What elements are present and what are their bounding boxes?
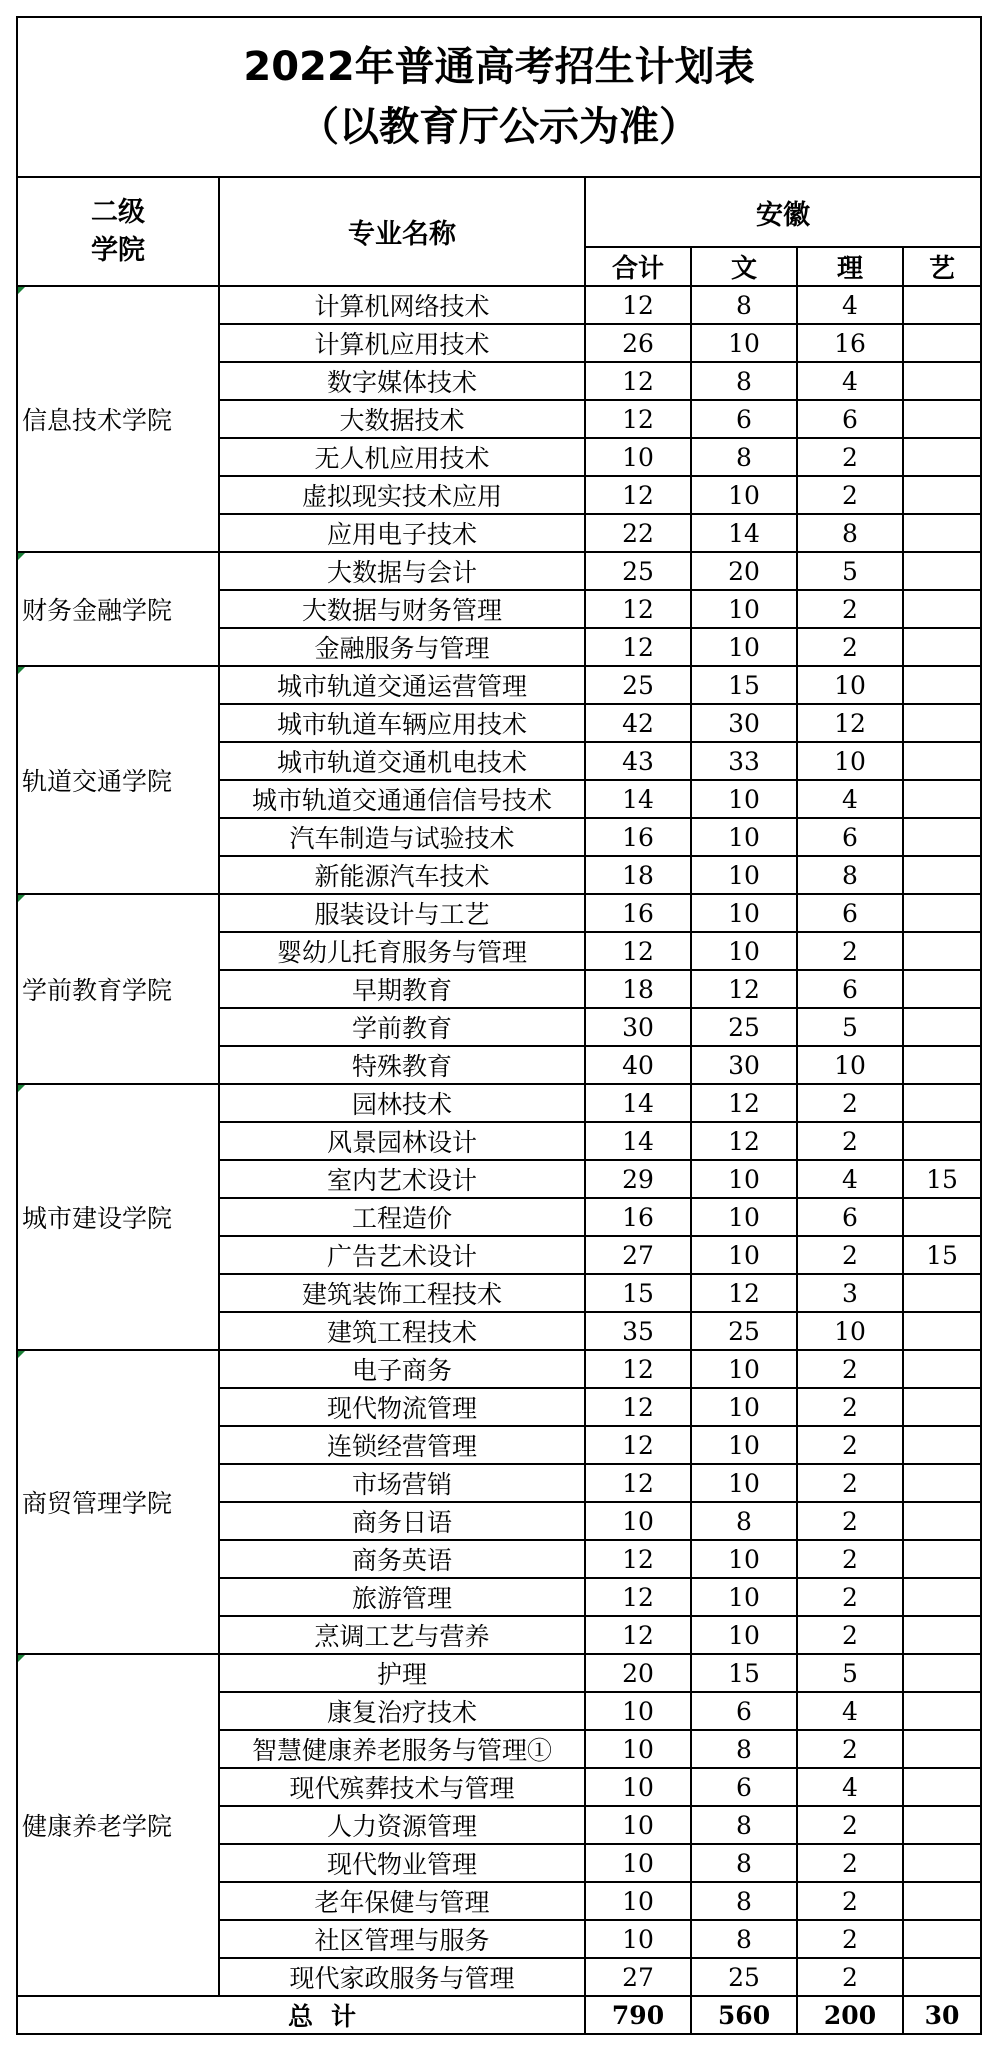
count-wen: 8 bbox=[691, 1730, 797, 1768]
count-wen: 30 bbox=[691, 1046, 797, 1084]
count-wen: 10 bbox=[691, 324, 797, 362]
header-major: 专业名称 bbox=[219, 177, 585, 286]
total-yi: 30 bbox=[903, 1996, 981, 2034]
major-name: 大数据与财务管理 bbox=[219, 590, 585, 628]
count-wen: 8 bbox=[691, 438, 797, 476]
count-li: 3 bbox=[797, 1274, 903, 1312]
count-total: 16 bbox=[585, 818, 691, 856]
table-body bbox=[17, 286, 981, 1996]
count-total: 25 bbox=[585, 552, 691, 590]
count-total: 12 bbox=[585, 1388, 691, 1426]
count-li: 2 bbox=[797, 1844, 903, 1882]
count-wen: 10 bbox=[691, 1426, 797, 1464]
major-name: 学前教育 bbox=[219, 1008, 585, 1046]
count-yi bbox=[903, 1008, 981, 1046]
count-li: 2 bbox=[797, 1464, 903, 1502]
major-name: 建筑装饰工程技术 bbox=[219, 1274, 585, 1312]
count-total: 12 bbox=[585, 932, 691, 970]
count-total: 29 bbox=[585, 1160, 691, 1198]
major-name: 应用电子技术 bbox=[219, 514, 585, 552]
count-total: 20 bbox=[585, 1654, 691, 1692]
count-total: 10 bbox=[585, 1730, 691, 1768]
count-yi bbox=[903, 1806, 981, 1844]
count-wen: 30 bbox=[691, 704, 797, 742]
total-li: 200 bbox=[797, 1996, 903, 2034]
count-li: 4 bbox=[797, 286, 903, 324]
major-name: 计算机应用技术 bbox=[219, 324, 585, 362]
count-li: 12 bbox=[797, 704, 903, 742]
count-wen: 10 bbox=[691, 932, 797, 970]
count-yi bbox=[903, 1312, 981, 1350]
count-li: 8 bbox=[797, 514, 903, 552]
count-li: 2 bbox=[797, 1882, 903, 1920]
header-wen: 文 bbox=[691, 247, 797, 286]
major-name: 康复治疗技术 bbox=[219, 1692, 585, 1730]
major-name: 社区管理与服务 bbox=[219, 1920, 585, 1958]
count-wen: 25 bbox=[691, 1312, 797, 1350]
count-li: 2 bbox=[797, 628, 903, 666]
count-yi bbox=[903, 1540, 981, 1578]
count-li: 5 bbox=[797, 1008, 903, 1046]
count-li: 10 bbox=[797, 1046, 903, 1084]
count-yi bbox=[903, 438, 981, 476]
major-name: 连锁经营管理 bbox=[219, 1426, 585, 1464]
college-name: 商贸管理学院 bbox=[17, 1350, 219, 1654]
count-li: 10 bbox=[797, 666, 903, 704]
major-name: 园林技术 bbox=[219, 1084, 585, 1122]
count-wen: 10 bbox=[691, 856, 797, 894]
count-li: 2 bbox=[797, 1578, 903, 1616]
header-province: 安徽 bbox=[585, 177, 981, 247]
count-total: 12 bbox=[585, 1616, 691, 1654]
count-yi bbox=[903, 666, 981, 704]
count-yi: 15 bbox=[903, 1160, 981, 1198]
count-total: 25 bbox=[585, 666, 691, 704]
count-yi bbox=[903, 818, 981, 856]
count-wen: 8 bbox=[691, 286, 797, 324]
count-wen: 10 bbox=[691, 628, 797, 666]
count-wen: 15 bbox=[691, 666, 797, 704]
count-li: 2 bbox=[797, 932, 903, 970]
enrollment-plan-sheet bbox=[16, 16, 980, 2035]
count-wen: 10 bbox=[691, 590, 797, 628]
count-total: 10 bbox=[585, 1502, 691, 1540]
count-yi bbox=[903, 1958, 981, 1996]
count-li: 2 bbox=[797, 1236, 903, 1274]
table-row bbox=[17, 1654, 981, 1692]
count-total: 12 bbox=[585, 1578, 691, 1616]
total-sum: 790 bbox=[585, 1996, 691, 2034]
table-row bbox=[17, 1350, 981, 1388]
count-wen: 10 bbox=[691, 1616, 797, 1654]
count-li: 2 bbox=[797, 590, 903, 628]
college-name: 轨道交通学院 bbox=[17, 666, 219, 894]
major-name: 特殊教育 bbox=[219, 1046, 585, 1084]
count-wen: 6 bbox=[691, 400, 797, 438]
count-total: 40 bbox=[585, 1046, 691, 1084]
major-name: 电子商务 bbox=[219, 1350, 585, 1388]
major-name: 计算机网络技术 bbox=[219, 286, 585, 324]
count-yi bbox=[903, 1122, 981, 1160]
count-wen: 8 bbox=[691, 1844, 797, 1882]
count-wen: 10 bbox=[691, 894, 797, 932]
count-yi bbox=[903, 704, 981, 742]
major-name: 工程造价 bbox=[219, 1198, 585, 1236]
count-total: 12 bbox=[585, 628, 691, 666]
count-yi bbox=[903, 1084, 981, 1122]
count-total: 14 bbox=[585, 1084, 691, 1122]
count-wen: 33 bbox=[691, 742, 797, 780]
count-yi bbox=[903, 1654, 981, 1692]
major-name: 智慧健康养老服务与管理① bbox=[219, 1730, 585, 1768]
count-yi bbox=[903, 590, 981, 628]
count-yi bbox=[903, 628, 981, 666]
enrollment-plan-table bbox=[16, 16, 982, 2035]
count-wen: 6 bbox=[691, 1768, 797, 1806]
count-wen: 10 bbox=[691, 1160, 797, 1198]
count-li: 6 bbox=[797, 818, 903, 856]
count-yi bbox=[903, 324, 981, 362]
major-name: 城市轨道车辆应用技术 bbox=[219, 704, 585, 742]
college-name: 健康养老学院 bbox=[17, 1654, 219, 1996]
count-li: 2 bbox=[797, 1920, 903, 1958]
count-total: 12 bbox=[585, 1426, 691, 1464]
count-total: 12 bbox=[585, 1350, 691, 1388]
major-name: 无人机应用技术 bbox=[219, 438, 585, 476]
count-total: 10 bbox=[585, 1844, 691, 1882]
count-wen: 10 bbox=[691, 1464, 797, 1502]
major-name: 护理 bbox=[219, 1654, 585, 1692]
count-yi bbox=[903, 856, 981, 894]
count-li: 2 bbox=[797, 476, 903, 514]
count-yi bbox=[903, 1350, 981, 1388]
header-college: 二级 学院 bbox=[17, 177, 219, 286]
count-total: 10 bbox=[585, 1692, 691, 1730]
count-total: 12 bbox=[585, 476, 691, 514]
count-li: 10 bbox=[797, 1312, 903, 1350]
count-yi bbox=[903, 894, 981, 932]
count-total: 26 bbox=[585, 324, 691, 362]
title-line-2: （以教育厅公示为准） bbox=[299, 104, 700, 150]
count-li: 6 bbox=[797, 400, 903, 438]
title-line-1: 2022年普通高考招生计划表 bbox=[243, 44, 755, 90]
count-total: 27 bbox=[585, 1958, 691, 1996]
count-wen: 8 bbox=[691, 1882, 797, 1920]
count-yi bbox=[903, 970, 981, 1008]
table-title bbox=[17, 17, 981, 177]
count-total: 12 bbox=[585, 286, 691, 324]
count-li: 2 bbox=[797, 1426, 903, 1464]
count-yi: 15 bbox=[903, 1236, 981, 1274]
count-total: 10 bbox=[585, 1806, 691, 1844]
count-wen: 10 bbox=[691, 1350, 797, 1388]
count-yi bbox=[903, 552, 981, 590]
count-li: 2 bbox=[797, 1958, 903, 1996]
count-yi bbox=[903, 514, 981, 552]
count-wen: 10 bbox=[691, 1236, 797, 1274]
count-li: 8 bbox=[797, 856, 903, 894]
count-total: 15 bbox=[585, 1274, 691, 1312]
count-yi bbox=[903, 1616, 981, 1654]
major-name: 数字媒体技术 bbox=[219, 362, 585, 400]
major-name: 服装设计与工艺 bbox=[219, 894, 585, 932]
major-name: 婴幼儿托育服务与管理 bbox=[219, 932, 585, 970]
count-wen: 25 bbox=[691, 1008, 797, 1046]
major-name: 虚拟现实技术应用 bbox=[219, 476, 585, 514]
count-total: 35 bbox=[585, 1312, 691, 1350]
table-row bbox=[17, 894, 981, 932]
count-wen: 8 bbox=[691, 362, 797, 400]
college-name: 学前教育学院 bbox=[17, 894, 219, 1084]
count-wen: 10 bbox=[691, 1198, 797, 1236]
count-yi bbox=[903, 1578, 981, 1616]
count-wen: 10 bbox=[691, 476, 797, 514]
major-name: 大数据与会计 bbox=[219, 552, 585, 590]
header-total: 合计 bbox=[585, 247, 691, 286]
count-yi bbox=[903, 400, 981, 438]
count-total: 43 bbox=[585, 742, 691, 780]
college-name: 信息技术学院 bbox=[17, 286, 219, 552]
count-total: 18 bbox=[585, 970, 691, 1008]
count-li: 2 bbox=[797, 1388, 903, 1426]
major-name: 建筑工程技术 bbox=[219, 1312, 585, 1350]
count-yi bbox=[903, 1730, 981, 1768]
total-row bbox=[17, 1996, 981, 2034]
count-li: 2 bbox=[797, 1084, 903, 1122]
count-total: 18 bbox=[585, 856, 691, 894]
count-li: 2 bbox=[797, 1730, 903, 1768]
count-wen: 12 bbox=[691, 1274, 797, 1312]
header-yi: 艺 bbox=[903, 247, 981, 286]
count-wen: 12 bbox=[691, 1122, 797, 1160]
count-li: 2 bbox=[797, 438, 903, 476]
count-yi bbox=[903, 1388, 981, 1426]
count-yi bbox=[903, 286, 981, 324]
count-li: 5 bbox=[797, 1654, 903, 1692]
count-wen: 25 bbox=[691, 1958, 797, 1996]
count-li: 4 bbox=[797, 362, 903, 400]
count-total: 12 bbox=[585, 400, 691, 438]
major-name: 市场营销 bbox=[219, 1464, 585, 1502]
count-yi bbox=[903, 1844, 981, 1882]
count-yi bbox=[903, 1920, 981, 1958]
count-li: 4 bbox=[797, 1768, 903, 1806]
count-total: 10 bbox=[585, 438, 691, 476]
count-total: 42 bbox=[585, 704, 691, 742]
header-li: 理 bbox=[797, 247, 903, 286]
count-total: 14 bbox=[585, 1122, 691, 1160]
major-name: 广告艺术设计 bbox=[219, 1236, 585, 1274]
count-total: 12 bbox=[585, 1540, 691, 1578]
college-name: 财务金融学院 bbox=[17, 552, 219, 666]
count-total: 10 bbox=[585, 1920, 691, 1958]
count-wen: 10 bbox=[691, 1540, 797, 1578]
count-total: 16 bbox=[585, 894, 691, 932]
count-wen: 8 bbox=[691, 1806, 797, 1844]
count-wen: 12 bbox=[691, 1084, 797, 1122]
count-li: 2 bbox=[797, 1806, 903, 1844]
count-wen: 15 bbox=[691, 1654, 797, 1692]
major-name: 商务日语 bbox=[219, 1502, 585, 1540]
major-name: 现代物业管理 bbox=[219, 1844, 585, 1882]
major-name: 城市轨道交通通信信号技术 bbox=[219, 780, 585, 818]
count-wen: 10 bbox=[691, 818, 797, 856]
major-name: 风景园林设计 bbox=[219, 1122, 585, 1160]
count-yi bbox=[903, 780, 981, 818]
count-li: 6 bbox=[797, 1198, 903, 1236]
count-li: 2 bbox=[797, 1350, 903, 1388]
count-wen: 14 bbox=[691, 514, 797, 552]
count-total: 10 bbox=[585, 1768, 691, 1806]
count-total: 14 bbox=[585, 780, 691, 818]
major-name: 人力资源管理 bbox=[219, 1806, 585, 1844]
count-li: 5 bbox=[797, 552, 903, 590]
count-total: 12 bbox=[585, 362, 691, 400]
count-yi bbox=[903, 1046, 981, 1084]
major-name: 旅游管理 bbox=[219, 1578, 585, 1616]
table-row bbox=[17, 666, 981, 704]
major-name: 室内艺术设计 bbox=[219, 1160, 585, 1198]
count-wen: 20 bbox=[691, 552, 797, 590]
major-name: 现代物流管理 bbox=[219, 1388, 585, 1426]
count-wen: 10 bbox=[691, 1578, 797, 1616]
major-name: 老年保健与管理 bbox=[219, 1882, 585, 1920]
college-name: 城市建设学院 bbox=[17, 1084, 219, 1350]
count-wen: 10 bbox=[691, 780, 797, 818]
count-total: 12 bbox=[585, 1464, 691, 1502]
major-name: 烹调工艺与营养 bbox=[219, 1616, 585, 1654]
major-name: 现代家政服务与管理 bbox=[219, 1958, 585, 1996]
count-li: 6 bbox=[797, 894, 903, 932]
count-total: 10 bbox=[585, 1882, 691, 1920]
count-li: 6 bbox=[797, 970, 903, 1008]
count-total: 27 bbox=[585, 1236, 691, 1274]
count-total: 16 bbox=[585, 1198, 691, 1236]
major-name: 金融服务与管理 bbox=[219, 628, 585, 666]
count-yi bbox=[903, 1882, 981, 1920]
count-li: 4 bbox=[797, 1160, 903, 1198]
count-wen: 6 bbox=[691, 1692, 797, 1730]
count-li: 4 bbox=[797, 780, 903, 818]
count-li: 10 bbox=[797, 742, 903, 780]
major-name: 城市轨道交通运营管理 bbox=[219, 666, 585, 704]
count-total: 22 bbox=[585, 514, 691, 552]
count-yi bbox=[903, 1502, 981, 1540]
count-li: 4 bbox=[797, 1692, 903, 1730]
count-yi bbox=[903, 1768, 981, 1806]
count-yi bbox=[903, 1426, 981, 1464]
major-name: 新能源汽车技术 bbox=[219, 856, 585, 894]
count-wen: 8 bbox=[691, 1920, 797, 1958]
major-name: 早期教育 bbox=[219, 970, 585, 1008]
table-row bbox=[17, 552, 981, 590]
count-total: 30 bbox=[585, 1008, 691, 1046]
count-li: 2 bbox=[797, 1540, 903, 1578]
count-yi bbox=[903, 1274, 981, 1312]
major-name: 城市轨道交通机电技术 bbox=[219, 742, 585, 780]
count-yi bbox=[903, 1198, 981, 1236]
total-wen: 560 bbox=[691, 1996, 797, 2034]
count-li: 2 bbox=[797, 1122, 903, 1160]
count-yi bbox=[903, 1464, 981, 1502]
count-wen: 10 bbox=[691, 1388, 797, 1426]
count-yi bbox=[903, 362, 981, 400]
count-li: 2 bbox=[797, 1616, 903, 1654]
major-name: 汽车制造与试验技术 bbox=[219, 818, 585, 856]
total-label: 总计 bbox=[17, 1996, 585, 2034]
count-yi bbox=[903, 742, 981, 780]
major-name: 现代殡葬技术与管理 bbox=[219, 1768, 585, 1806]
count-yi bbox=[903, 932, 981, 970]
table-row bbox=[17, 1084, 981, 1122]
count-yi bbox=[903, 476, 981, 514]
count-li: 16 bbox=[797, 324, 903, 362]
table-row bbox=[17, 286, 981, 324]
count-li: 2 bbox=[797, 1502, 903, 1540]
count-total: 12 bbox=[585, 590, 691, 628]
count-wen: 12 bbox=[691, 970, 797, 1008]
major-name: 大数据技术 bbox=[219, 400, 585, 438]
count-wen: 8 bbox=[691, 1502, 797, 1540]
major-name: 商务英语 bbox=[219, 1540, 585, 1578]
count-yi bbox=[903, 1692, 981, 1730]
